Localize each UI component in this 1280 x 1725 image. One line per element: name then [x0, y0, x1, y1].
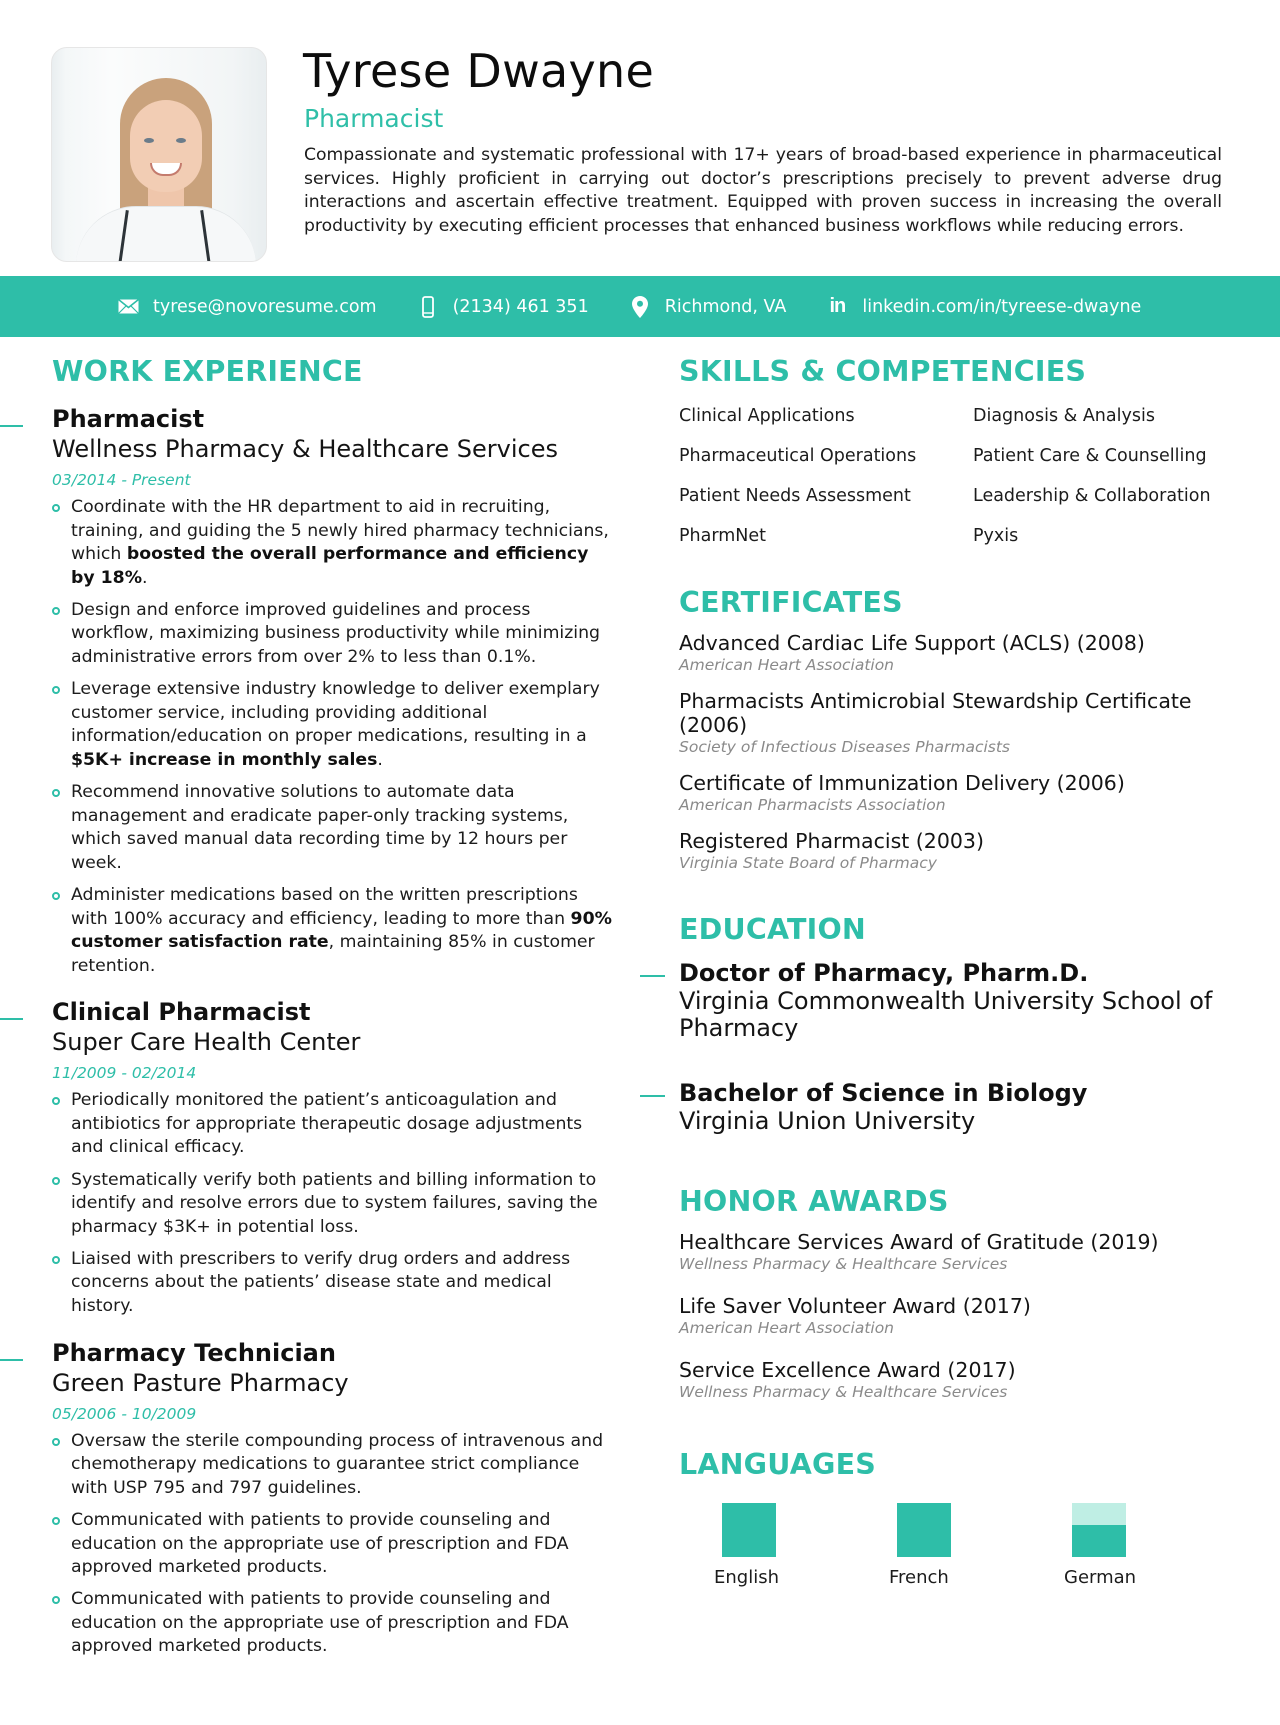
job-company: Green Pasture Pharmacy: [52, 1368, 349, 1397]
language-item: [889, 1503, 1064, 1588]
job-entry: [0, 997, 640, 1318]
languages-row: [679, 1503, 1239, 1588]
skills-grid: [679, 405, 1239, 548]
certificate-name: Pharmacists Antimicrobial Stewardship Certificate (2006): [679, 689, 1192, 737]
job-bullets: [52, 496, 612, 978]
profile-photo: [51, 47, 267, 262]
contact-linkedin-text: linkedin.com/in/tyreese-dwayne: [862, 296, 1142, 317]
award-issuer: Wellness Pharmacy & Healthcare Services: [679, 1383, 1008, 1401]
bullet-text: Leverage extensive industry knowledge to deliver exemplary customer service, including providing additional information/education on proper medications, resulting in a: [71, 679, 600, 747]
bullet-item: [52, 1248, 612, 1319]
skill-item: Diagnosis & Analysis: [973, 406, 1155, 426]
education-dash-marker: [640, 975, 665, 977]
language-name: English: [714, 1567, 779, 1588]
skill-item: Leadership & Collaboration: [973, 486, 1211, 506]
bullet-circle-icon: [52, 686, 60, 694]
award-item: [679, 1230, 1239, 1274]
bullet-text-end: , maintaining 85% in customer retention.: [71, 932, 595, 976]
bullet-circle-icon: [52, 1596, 60, 1604]
contact-phone[interactable]: [417, 296, 589, 318]
job-entry: [0, 404, 640, 978]
contact-email[interactable]: [117, 296, 377, 318]
language-level-fill: [1072, 1525, 1126, 1557]
bullet-circle-icon: [52, 789, 60, 797]
bullet-text: Communicated with patients to provide counseling and education on the appropriate use of prescription and FDA approved marketed products.: [71, 1589, 569, 1657]
award-name: Service Excellence Award (2017): [679, 1358, 1016, 1382]
bullet-text-end: .: [377, 749, 383, 770]
job-dash-marker: [0, 425, 23, 427]
photo-eye-right: [176, 138, 186, 143]
education-heading: EDUCATION: [679, 913, 866, 946]
skill-item: PharmNet: [679, 526, 767, 546]
awards-heading: HONOR AWARDS: [679, 1185, 949, 1218]
bullet-text: Design and enforce improved guidelines and process workflow, maximizing business productivity while minimizing administrative errors from over 2% to less than 0.1%.: [71, 599, 601, 668]
candidate-name: Tyrese Dwayne: [303, 44, 655, 98]
bullet-text: Oversaw the sterile compounding process of intravenous and chemotherapy medications to guarantee strict compliance with USP 795 and 797 guidelines.: [71, 1430, 604, 1498]
award-item: [679, 1294, 1239, 1338]
bullet-circle-icon: [52, 892, 60, 900]
linkedin-icon: in: [829, 295, 846, 317]
job-bullets: [52, 1430, 612, 1659]
education-school: Virginia Commonwealth University School of Pharmacy: [679, 987, 1213, 1042]
map-pin-icon: [629, 296, 651, 318]
candidate-role: Pharmacist: [304, 104, 444, 133]
bullet-highlight: 90% customer satisfaction rate: [71, 908, 612, 953]
education-item: [679, 1078, 1239, 1135]
phone-icon: [417, 296, 439, 318]
certificate-issuer: American Heart Association: [679, 656, 895, 674]
job-dash-marker: [0, 1359, 23, 1361]
job-date: 03/2014 - Present: [52, 471, 191, 489]
bullet-item: [52, 1588, 612, 1659]
skill-item: Clinical Applications: [679, 406, 855, 426]
certificate-item: [679, 771, 1239, 815]
bullet-text: Liaised with prescribers to verify drug orders and address concerns about the patients’ disease state and medical history.: [71, 1248, 571, 1317]
language-level-bar: [722, 1503, 776, 1557]
certificate-name: Registered Pharmacist (2003): [679, 829, 984, 853]
bullet-item: [52, 1169, 612, 1240]
bullet-text: Administer medications based on the written prescriptions with 100% accuracy and efficiency, leading to more than: [71, 884, 578, 929]
job-title: Pharmacist: [52, 405, 205, 433]
certificate-issuer: Virginia State Board of Pharmacy: [679, 854, 937, 872]
language-level-bar: [897, 1503, 951, 1557]
contact-location-text: Richmond, VA: [664, 296, 787, 317]
bullet-circle-icon: [52, 1177, 60, 1185]
envelope-icon: [117, 296, 139, 318]
contact-location[interactable]: [629, 296, 787, 318]
certificate-name: Certificate of Immunization Delivery (2006): [679, 771, 1125, 795]
resume-header: [0, 0, 1280, 275]
language-level-fill: [722, 1503, 776, 1557]
contact-bar: [0, 276, 1280, 337]
bullet-circle-icon: [52, 1438, 60, 1446]
bullet-circle-icon: [52, 1517, 60, 1525]
bullet-item: [52, 781, 612, 875]
language-level-fill: [897, 1503, 951, 1557]
language-name: German: [1064, 1567, 1137, 1588]
bullet-text-end: .: [142, 567, 148, 588]
job-title: Clinical Pharmacist: [52, 998, 311, 1027]
bullet-highlight: boosted the overall performance and efficiency by 18%: [71, 544, 589, 588]
skill-item: Patient Care & Counselling: [973, 446, 1207, 466]
contact-email-text: tyrese@novoresume.com: [153, 296, 377, 317]
bullet-item: [52, 496, 612, 590]
languages-heading: LANGUAGES: [679, 1448, 876, 1481]
job-bullets: [52, 1089, 612, 1318]
job-company: Wellness Pharmacy & Healthcare Services: [52, 435, 558, 463]
education-item: [679, 958, 1239, 1042]
language-item: [714, 1503, 889, 1588]
bullet-item: [52, 599, 612, 670]
photo-face-shape: [130, 100, 202, 192]
right-column: [679, 355, 1239, 1588]
bullet-highlight: $5K+ increase in monthly sales: [71, 749, 378, 770]
photo-eye-left: [144, 138, 154, 143]
bullet-circle-icon: [52, 1097, 60, 1105]
award-issuer: American Heart Association: [679, 1319, 895, 1337]
bullet-circle-icon: [52, 1256, 60, 1264]
education-degree: Doctor of Pharmacy, Pharm.D.: [679, 959, 1089, 987]
award-item: [679, 1358, 1239, 1402]
bullet-circle-icon: [52, 607, 60, 615]
bullet-text: Coordinate with the HR department to aid in recruiting, training, and guiding the 5 newly hired pharmacy technicians, which: [71, 497, 609, 565]
award-issuer: Wellness Pharmacy & Healthcare Services: [679, 1255, 1008, 1273]
education-dash-marker: [640, 1095, 665, 1097]
education-school: Virginia Union University: [679, 1107, 976, 1135]
bullet-item: [52, 1509, 612, 1580]
language-item: [1064, 1503, 1239, 1588]
language-level-bar: [1072, 1503, 1126, 1557]
job-dash-marker: [0, 1018, 23, 1020]
skill-item: Pyxis: [973, 526, 1019, 546]
certificates-heading: CERTIFICATES: [679, 586, 903, 619]
job-date: 11/2009 - 02/2014: [52, 1064, 197, 1083]
skill-item: Patient Needs Assessment: [679, 486, 911, 506]
certificate-issuer: Society of Infectious Diseases Pharmacists: [679, 738, 1010, 756]
bullet-text: Communicated with patients to provide counseling and education on the appropriate use of prescription and FDA approved marketed products.: [71, 1509, 569, 1578]
award-name: Healthcare Services Award of Gratitude (2019): [679, 1230, 1159, 1254]
left-column: [0, 355, 640, 1667]
bullet-text: Recommend innovative solutions to automate data management and eradicate paper-only tracking systems, which saved manual data recording time by 12 hours per week.: [71, 782, 569, 873]
skill-item: Pharmaceutical Operations: [679, 446, 917, 466]
bullet-item: [52, 1430, 612, 1501]
job-date: 05/2006 - 10/2009: [52, 1404, 197, 1423]
certificate-name: Advanced Cardiac Life Support (ACLS) (2008): [679, 631, 1145, 655]
photo-coat-shape: [76, 206, 256, 262]
certificate-item: [679, 829, 1239, 873]
bullet-item: [52, 884, 612, 978]
bullet-text: Periodically monitored the patient’s anticoagulation and antibiotics for appropriate therapeutic dosage adjustments and clinical efficacy.: [71, 1090, 583, 1158]
award-name: Life Saver Volunteer Award (2017): [679, 1294, 1031, 1318]
certificate-item: [679, 631, 1239, 675]
contact-linkedin[interactable]: [826, 296, 1141, 318]
bullet-circle-icon: [52, 504, 60, 512]
education-degree: Bachelor of Science in Biology: [679, 1079, 1088, 1107]
language-name: French: [889, 1567, 949, 1588]
certificate-item: [679, 689, 1199, 757]
skills-heading: SKILLS & COMPETENCIES: [679, 355, 1087, 388]
job-company: Super Care Health Center: [52, 1028, 361, 1057]
contact-phone-text: (2134) 461 351: [452, 296, 589, 317]
job-title: Pharmacy Technician: [52, 1338, 336, 1367]
bullet-item: [52, 1089, 612, 1160]
bullet-text: Systematically verify both patients and billing information to identify and resolve errors due to system failures, saving the pharmacy $3K+ in potential loss.: [71, 1169, 598, 1237]
profile-summary: Compassionate and systematic professional with 17+ years of broad-based experience in pharmaceutical services. Highly proficient in carrying out doctor’s prescriptions precisely to prevent adverse drug interactions and ascertain effective treatment. Equipped with proven success in increasing the overall productivity by executing efficient processes that enhanced business workflows while reducing errors.: [304, 145, 1222, 237]
work-experience-heading: WORK EXPERIENCE: [52, 355, 363, 388]
job-entry: [0, 1338, 640, 1659]
bullet-item: [52, 678, 612, 772]
certificate-issuer: American Pharmacists Association: [679, 796, 946, 814]
